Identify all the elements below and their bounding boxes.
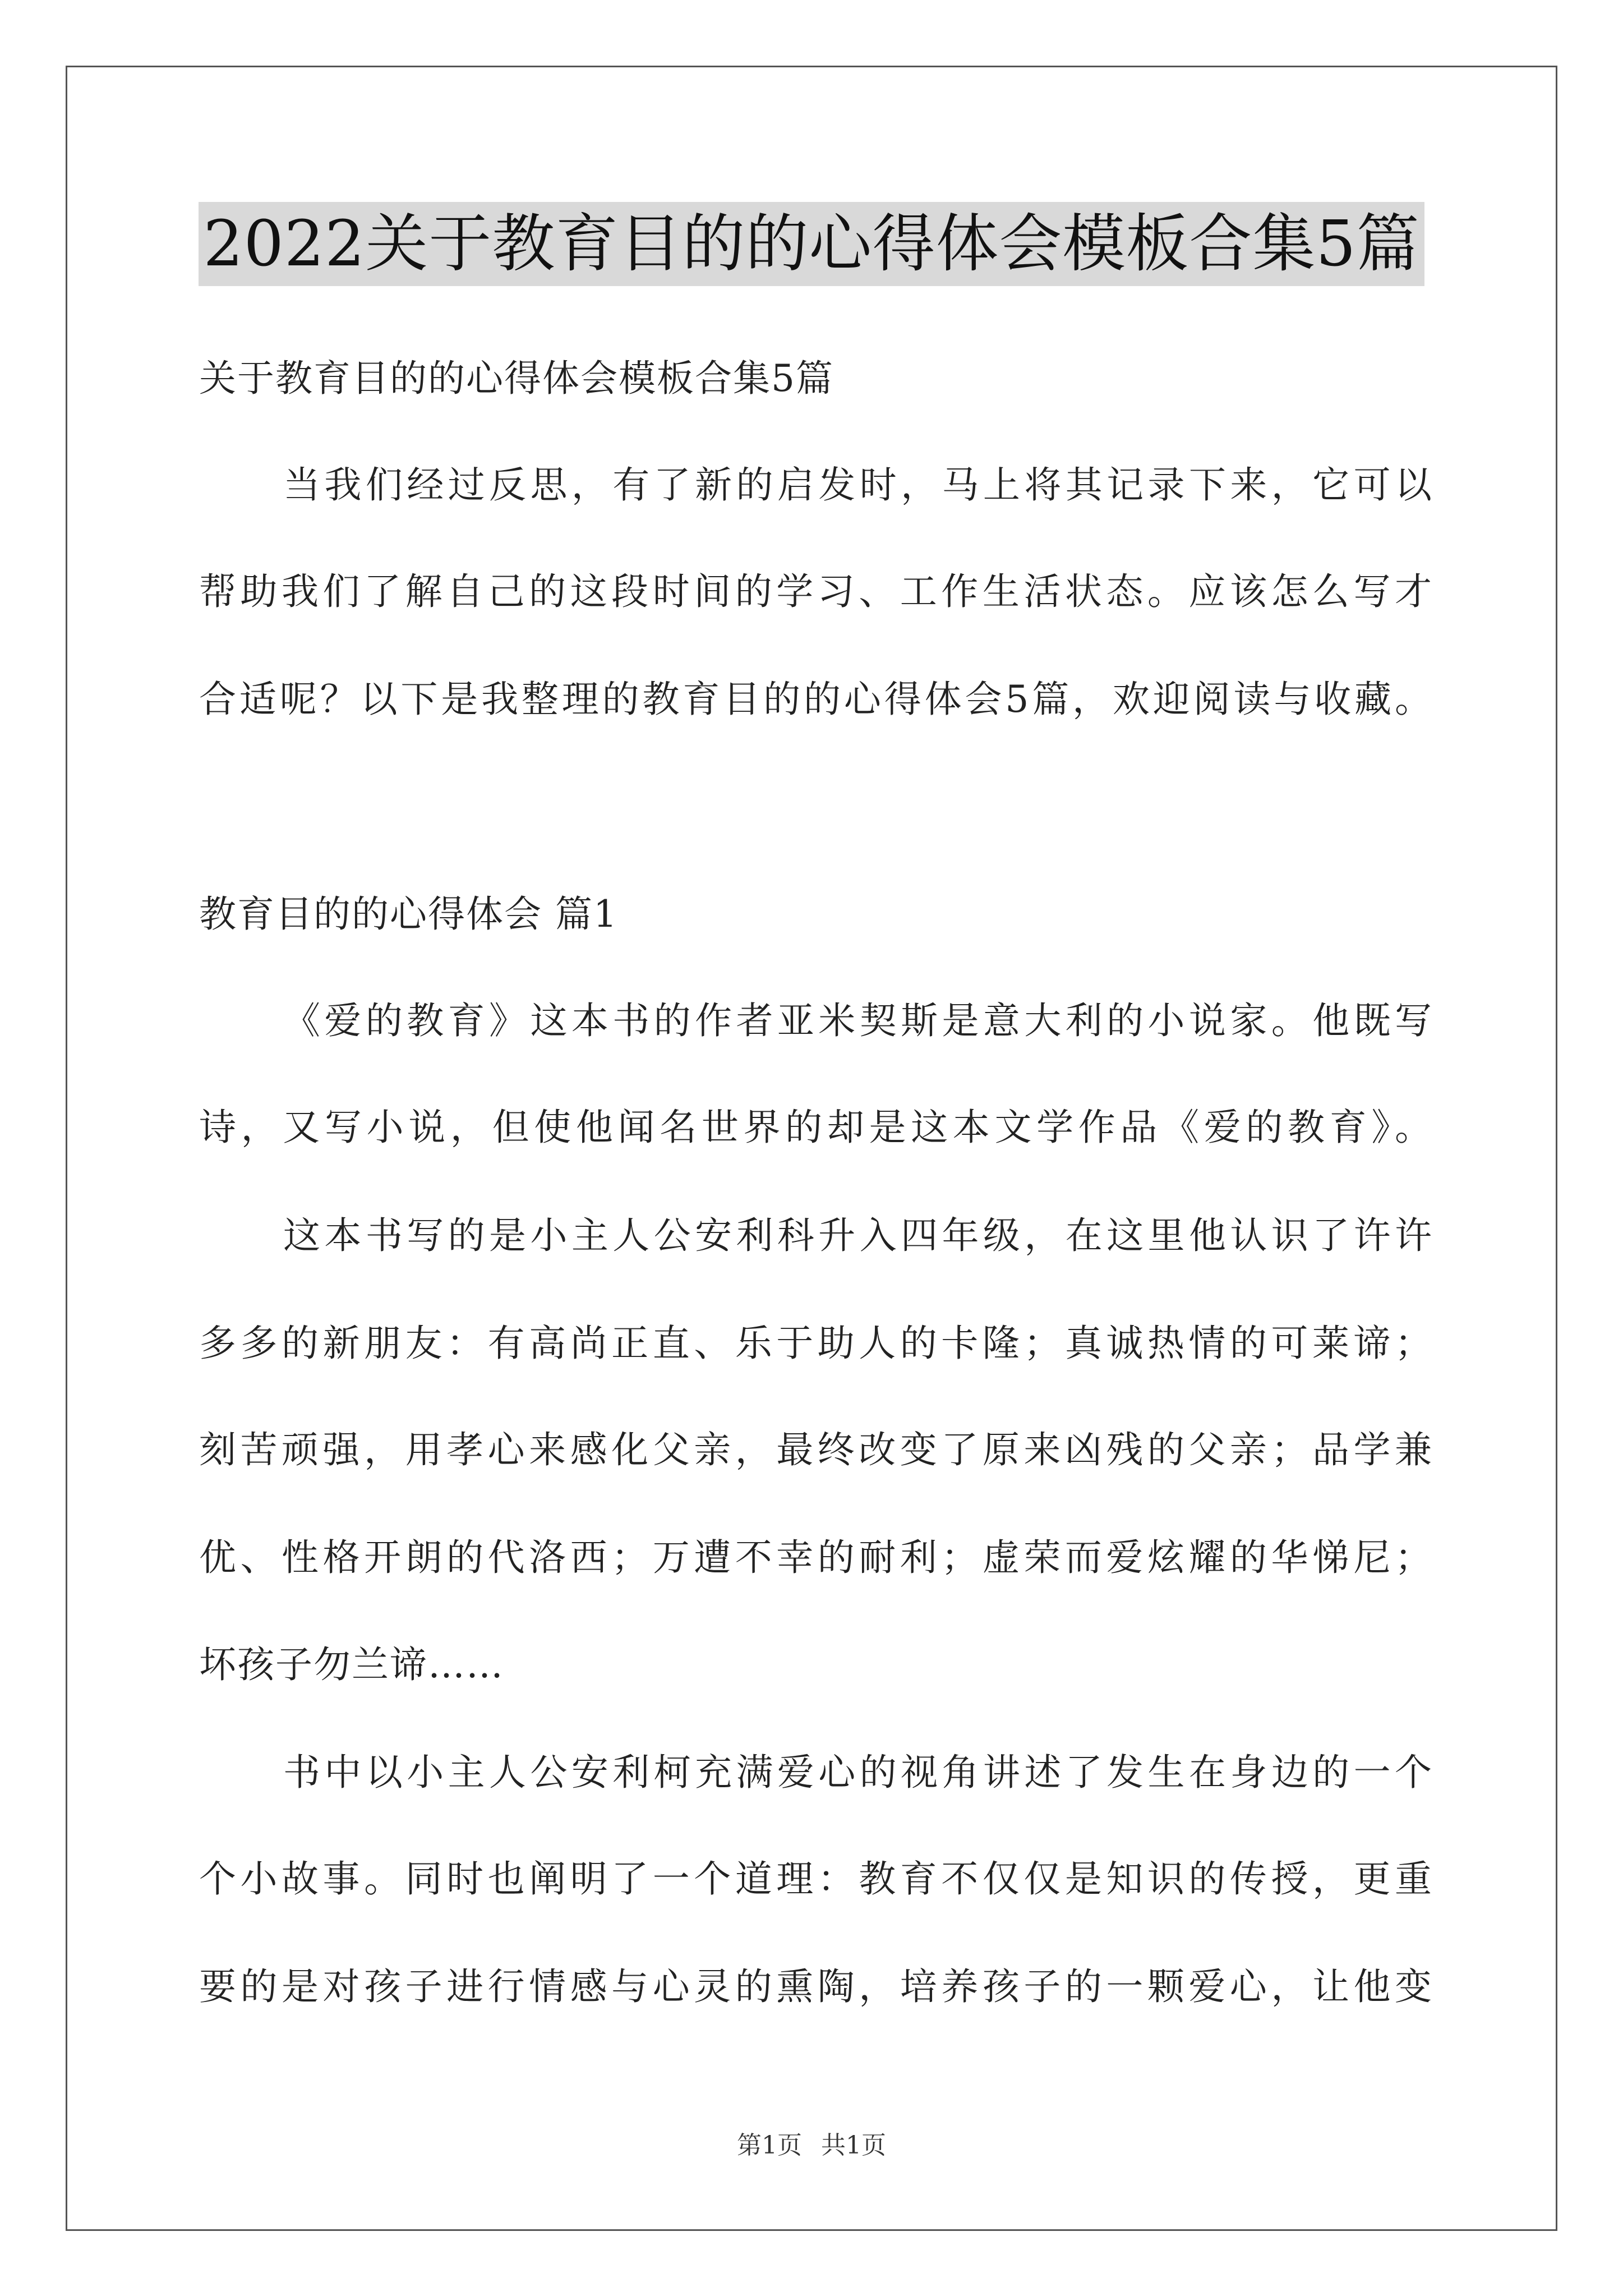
title-container [0, 202, 1623, 286]
para3-line-2: 个小故事。同时也阐明了一个道理：教育不仅仅是知识的传授，更重 [199, 1857, 1433, 1901]
intro-line-1: 当我们经过反思，有了新的启发时，马上将其记录下来，它可以 [283, 463, 1433, 507]
para2-line-2: 多多的新朋友：有高尚正直、乐于助人的卡隆；真诚热情的可莱谛； [199, 1322, 1433, 1365]
intro-line-3: 合适呢？以下是我整理的教育目的的心得体会5篇，欢迎阅读与收藏。 [199, 678, 1433, 721]
document-subtitle: 关于教育目的的心得体会模板合集5篇 [199, 357, 834, 400]
para2-line-5: 坏孩子勿兰谛…… [199, 1643, 504, 1686]
para1-line-2: 诗，又写小说，但使他闻名世界的却是这本文学作品《爱的教育》。 [199, 1106, 1433, 1149]
para2-line-3: 刻苦顽强，用孝心来感化父亲，最终改变了原来凶残的父亲；品学兼 [199, 1428, 1433, 1471]
para1-line-1: 《爱的教育》这本书的作者亚米契斯是意大利的小说家。他既写 [283, 999, 1433, 1042]
para3-line-1: 书中以小主人公安利柯充满爱心的视角讲述了发生在身边的一个 [283, 1751, 1433, 1794]
para3-line-3: 要的是对孩子进行情感与心灵的熏陶，培养孩子的一颗爱心，让他变 [199, 1965, 1433, 2008]
page-total: 共1页 [821, 2131, 886, 2160]
para2-line-1: 这本书写的是小主人公安利科升入四年级，在这里他认识了许许 [283, 1214, 1433, 1257]
document-title: 2022关于教育目的的心得体会模板合集5篇 [199, 202, 1424, 286]
page-footer [0, 2129, 1623, 2162]
intro-line-2: 帮助我们了解自己的这段时间的学习、工作生活状态。应该怎么写才 [199, 570, 1433, 613]
section-heading: 教育目的的心得体会 篇1 [199, 892, 618, 936]
page-number: 第1页 [737, 2131, 802, 2160]
para2-line-4: 优、性格开朗的代洛西；万遭不幸的耐利；虚荣而爱炫耀的华悌尼； [199, 1536, 1433, 1579]
